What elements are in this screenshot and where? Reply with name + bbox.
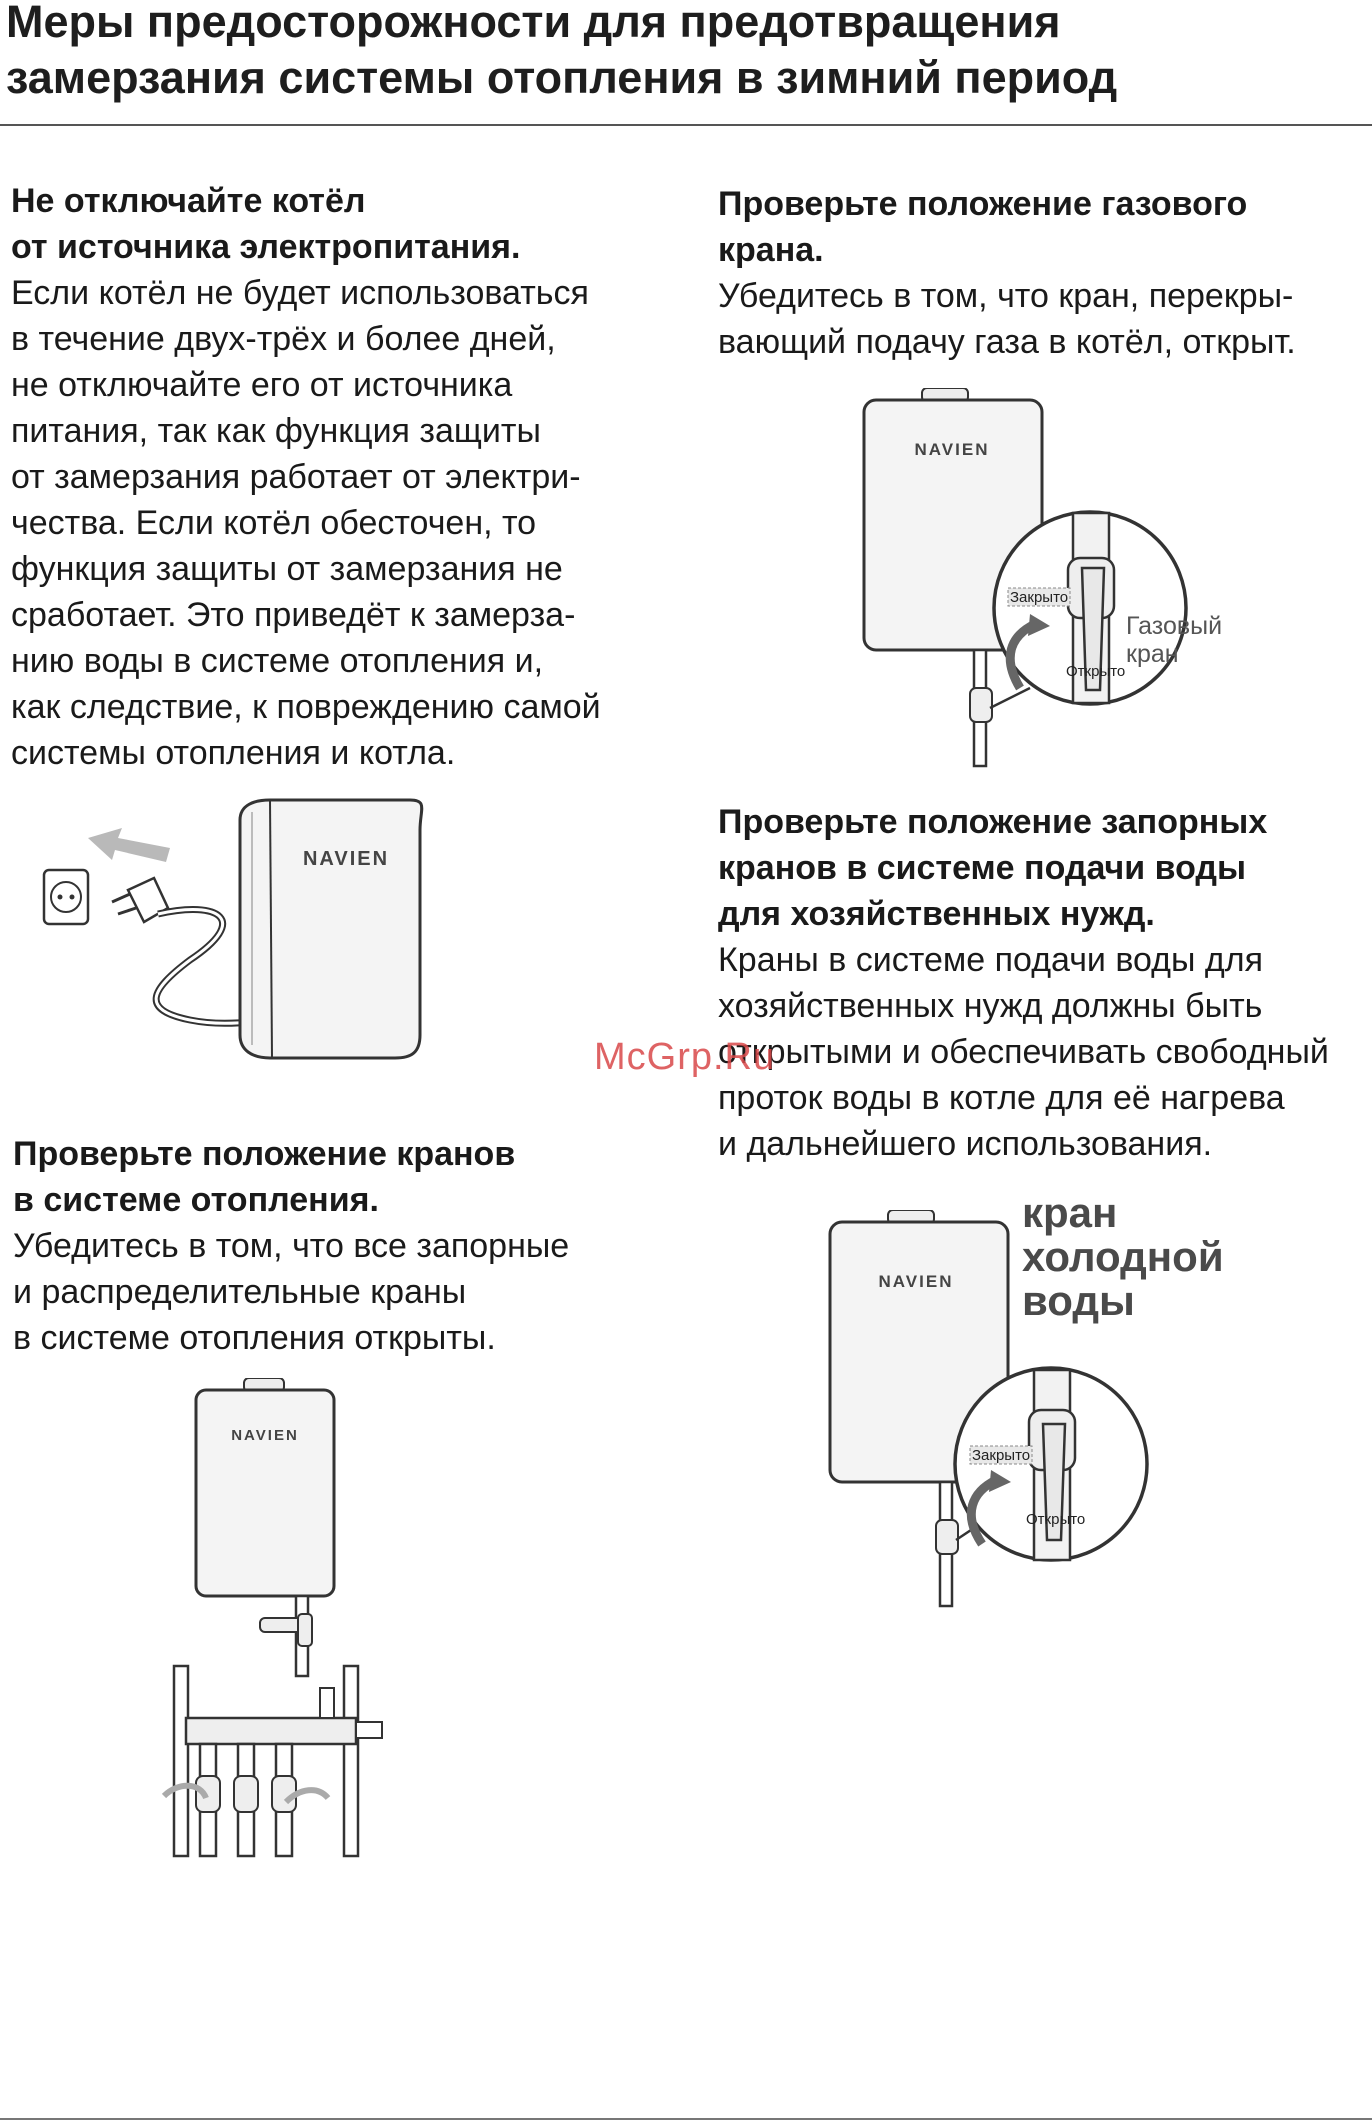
closed-label: Закрыто (972, 1447, 1031, 1464)
body-line: как следствие, к повреждению самой (11, 688, 601, 726)
title-line: Меры предосторожности для предотвращения (6, 0, 1061, 47)
page-title (6, 0, 1306, 106)
cold-water-valve-label (1022, 1191, 1224, 1323)
body-line: в течение двух-трёх и более дней, (11, 320, 556, 358)
section-heading: Не отключайте котёл (11, 182, 366, 220)
section-heading: для хозяйственных нужд. (718, 895, 1155, 933)
boiler-icon (240, 800, 422, 1058)
magnified-valve-view (990, 512, 1186, 708)
gas-valve-label: Газовый (1126, 612, 1223, 640)
watermark: McGrp.Ru (594, 1036, 776, 1078)
body-line: и дальнейшего использования. (718, 1125, 1213, 1163)
title-divider (0, 124, 1372, 126)
body-line: от замерзания работает от электри- (11, 458, 581, 496)
body-line: нию воды в системе отопления и, (11, 642, 544, 680)
cold-water-label-line: холодной (1022, 1233, 1224, 1280)
arrow-left-icon (88, 828, 170, 862)
section-heading: Проверьте положение газового (718, 185, 1248, 223)
valve-icon (196, 1744, 220, 1856)
valve-icon (234, 1744, 258, 1856)
cold-water-label-line: кран (1022, 1189, 1118, 1236)
body-line: и распределительные краны (13, 1273, 467, 1311)
footer-divider (0, 2118, 1372, 2120)
body-line: Если котёл не будет использоваться (11, 274, 589, 312)
section-heading: крана. (718, 231, 824, 269)
body-line: Краны в системе подачи воды для (718, 941, 1263, 979)
section-heading: в системе отопления. (13, 1181, 379, 1219)
gas-valve-label: кран (1126, 640, 1179, 668)
wall-socket-icon (44, 870, 88, 924)
body-line: системы отопления и котла. (11, 734, 456, 772)
body-line: чества. Если котёл обесточен, то (11, 504, 537, 542)
body-line: Убедитесь в том, что кран, перекры- (718, 277, 1294, 315)
boiler-icon (196, 1378, 334, 1596)
section-heading: от источника электропитания. (11, 228, 521, 266)
body-line: в системе отопления открыты. (13, 1319, 496, 1357)
closed-label: Закрыто (1010, 589, 1069, 606)
section-heading: Проверьте положение запорных (718, 803, 1268, 841)
section-heading: кранов в системе подачи воды (718, 849, 1247, 887)
section-water-valves (718, 799, 1329, 1167)
illustration-gas-valve (860, 388, 1240, 768)
body-line: Убедитесь в том, что все запорные (13, 1227, 570, 1265)
body-line: проток воды в котле для её нагрева (718, 1079, 1285, 1117)
open-label: Открыто (1026, 1511, 1086, 1528)
body-line: не отключайте его от источника (11, 366, 513, 404)
body-line: открытыми и обеспечивать свободный (718, 1033, 1329, 1071)
section-power (11, 178, 601, 776)
illustration-heating-manifold (160, 1378, 410, 1858)
illustration-power-plug (40, 790, 440, 1080)
brand-logo: NAVIEN (914, 440, 990, 459)
section-gas-valve (718, 181, 1296, 365)
brand-logo: NAVIEN (878, 1272, 954, 1291)
cold-water-label-line: воды (1022, 1277, 1135, 1324)
brand-logo: NAVIEN (302, 848, 390, 870)
section-heading: Проверьте положение кранов (13, 1135, 516, 1173)
magnified-valve-view (955, 1368, 1147, 1560)
open-label: Открыто (1066, 663, 1126, 680)
body-line: вающий подачу газа в котёл, открыт. (718, 323, 1296, 361)
body-line: питания, так как функция защиты (11, 412, 541, 450)
title-line: замерзания системы отопления в зимний период (6, 52, 1118, 103)
brand-logo: NAVIEN (231, 1427, 299, 1444)
body-line: сработает. Это приведёт к замерза- (11, 596, 576, 634)
body-line: хозяйственных нужд должны быть (718, 987, 1263, 1025)
body-line: функция защиты от замерзания не (11, 550, 563, 588)
section-heating-valves (13, 1131, 569, 1361)
